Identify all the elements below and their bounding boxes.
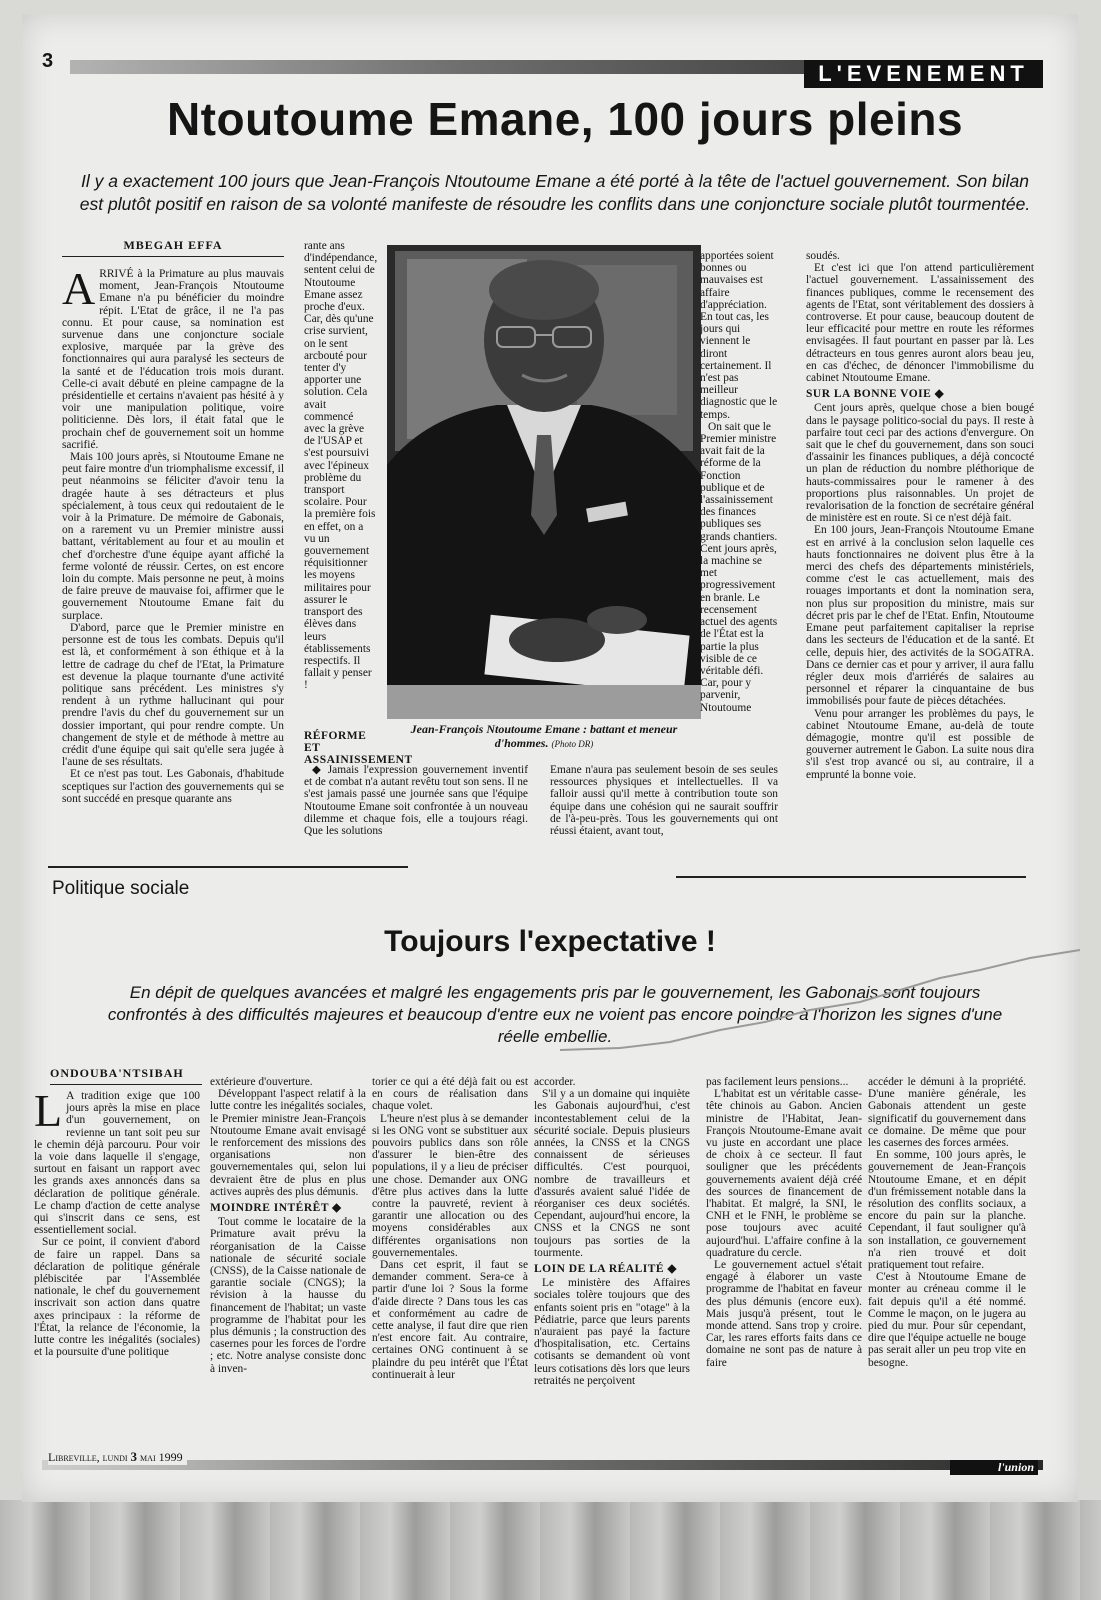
article1-column-3-cont [550, 764, 778, 838]
subheading: MOINDRE INTÉRÊT ◆ [210, 1202, 342, 1215]
article2-deck: En dépit de quelques avancées et malgré les engagements pris par le gouvernement, les Gabonais sont toujours confrontés à des difficultés majeures et beaucoup d'entre eux ne voient pas encore poindre à l'horizon les signes d'une réelle embellie. [107, 983, 1003, 1046]
article2-headline: Toujours l'expectative ! [384, 925, 716, 958]
caption-text: Jean-François Ntoutoume Emane : battant et meneur d'hommes. [410, 722, 678, 750]
paragraph: accéder le démuni à la propriété. D'une manière générale, les Gabonais attendent un geste significatif du gouvernement dans ce domaine. De même que pour les casernes des forces armées. [868, 1076, 1026, 1150]
paragraph [34, 1085, 200, 1237]
byline-rule [62, 256, 284, 257]
paragraph: Sur ce point, il convient d'abord de faire un rappel. Dans sa déclaration de politique générale plébiscitée par l'Assemblée nationale, le chef du gouvernement inscrivait son action dans quatre axes principaux : la réforme de l'État, la relance de l'économie, la lutte contre les inégalités (sociales) et la poursuite d'une politique [34, 1236, 200, 1359]
paragraph: Dans cet esprit, il faut se demander comment. Sera-ce à partir d'une loi ? Sous la forme d'aide directe ? Dans tous les cas et conformément au cadre de cette analyse, il faut dire que rien n'est encore fait. Au contraire, certaines ONG continuent à se plaindre du peu intérêt que l'État continuerait à leur [372, 1259, 528, 1381]
scan-background-strip [0, 1500, 1101, 1600]
paragraph: Venu pour arranger les problèmes du pays, le cabinet Ntoutoume Emane, au-delà de toute démagogie, montre qu'il est possible de gouverner autrement le Gabon. La suite nous dira s'il s'est trop avancé ou si, au contraire, il a emprunté la bonne voie. [806, 707, 1034, 781]
article1-column-3 [700, 250, 778, 762]
paragraph: accorder. [534, 1076, 576, 1088]
subheading: RÉFORME ET ASSAINISSEMENT [304, 730, 413, 767]
paragraph: Et ce n'est pas tout. Les Gabonais, d'habitude sceptiques sur l'action des gouvernements qui se sont succédé en presque quarante ans [62, 768, 284, 805]
paragraph: C'est à Ntoutoume Emane de monter au créneau comme il le fait depuis qu'il a été nommé. Comme le maçon, on le jugera au pied du mur. Pour sûr cependant, dire que l'équipe actuelle ne bouge pas serait aller un peu trop vite en besogne. [868, 1271, 1026, 1369]
portrait-photo [387, 245, 701, 719]
subheading: LOIN DE LA RÉALITÉ ◆ [534, 1263, 677, 1276]
paragraph: ◆ Jamais l'expression gouvernement inventif et de combat n'a autant revêtu tout son sens. Il ne s'est jamais passé une journée sans que l'équipe Ntoutoume Emane soit confrontée à un nouveau dilemme et chaque fois, elle a toujours réagi. Que les solutions [304, 764, 528, 838]
paragraph: pas facilement leurs pensions... [706, 1076, 849, 1088]
paragraph: S'il y a un domaine qui inquiète les Gabonais aujourd'hui, c'est incontestablement celui de la sécurité sociale. Depuis plusieurs années, la CNSS et la CNGS connaissent de sérieuses difficultés. C'est pourquoi, nombre de travailleurs et d'assurés avaient salué l'idée de réorganiser ces deux sociétés. Cependant, aujourd'hui encore, la CNSS et la CNGS ne sont toujours pas sorties de la tourmente. [534, 1088, 690, 1259]
photo-caption [387, 722, 701, 751]
subheading-text: LOIN DE LA RÉALITÉ [534, 1263, 665, 1276]
paragraph: rante ans d'indépendance, sentent celui de Ntoutoume Emane assez proche d'eux. Car, dès qu'une crise survient, on le sent arcbouté pour tenter d'y apporter une solution. Cela avait commencé avec la grève de l'USAP et s'est poursuivi avec l'épineux problème du transport scolaire. Pour la première fois en effet, on a vu un gouvernement réquisitionner les moyens militaires pour assurer le transport des élèves dans leurs établissements respectifs. Il fallait y penser ! [304, 240, 378, 692]
section-divider-right [676, 876, 1026, 878]
footer-city-date: Libreville, lundi [48, 1450, 128, 1464]
article1-headline: Ntoutoume Emane, 100 jours pleins [166, 93, 964, 145]
article2-column-2 [210, 1076, 366, 1436]
page-number: 3 [42, 50, 54, 72]
paragraph: Le gouvernement actuel s'était engagé à élaborer un vaste programme de l'habitat en faveur des plus démunis (encore eux). Mais jusqu'à présent, tout le monde attend. Sans trop y croire. Car, les rares efforts faits dans ce domaine ne sont pas de nature à faire [706, 1259, 862, 1369]
paragraph: Tout comme le locataire de la Primature avait prévu la réorganisation de la Caisse nationale de sécurité sociale (CNSS), de la Caisse nationale de garantie sociale (CNGS); la révision à la hausse du financement de l'habitat; un vaste programme de l'habitat pour les plus démunis ; la construction des casernes pour les forces de l'ordre ; etc. Notre analyse consiste donc à inven- [210, 1216, 366, 1375]
paragraph-text: RRIVÉ à la Primature au plus mauvais moment, Jean-François Ntoutoume Emane n'a pu bénéficier du moindre répit. L'Etat de grâce, il ne l'a pas connu. Et pour cause, sa nomination est survenue dans une conjoncture sociale explosive, marquée par la grève des fonctionnaires qui aura paralysé les secteurs de la santé et de l'éducation trois mois durant. Celle-ci avait débuté en pleine campagne de la présidentielle et certains n'avaient pas hésité à y voir une manipulation politique, voire politicienne. Dès lors, il était fatal que le prochain chef de gouvernement soit un homme sacrifié. [62, 268, 284, 451]
article2-column-6 [868, 1076, 1026, 1436]
footer-date [48, 1449, 187, 1465]
paragraph: En somme, 100 jours après, le gouvernement de Jean-François Ntoutoume Emane, et en dépit d'un frémissement notable dans la résolution des conflits sociaux, a encore du pain sur la planche. Cependant, il faut souligner qu'à son installation, ce gouvernement n'a rien trouvé et doit pratiquement tout refaire. [868, 1149, 1026, 1272]
paragraph: On sait que le Premier ministre avait fait de la réforme de la Fonction publique et de l'assainissement des finances publiques ses grands chantiers. Cent jours après, la machine se met progressivement en branle. Le recensement actuel des agents de l'État est la partie la plus visible de ce véritable défi. Car, pour y parvenir, Ntoutoume [700, 420, 778, 714]
article1-deck: Il y a exactement 100 jours que Jean-François Ntoutoume Emane a été porté à la tête de l'actuel gouvernement. Son bilan est plutôt positif en raison de sa volonté manifeste de résoudre les conflits dans une conjoncture sociale plutôt tourmentée. [79, 171, 1031, 214]
paragraph: L'habitat est un véritable casse-tête chinois au Gabon. Ancien ministre de l'Habitat, Jean-François Ntoutoume-Emane avait vu juste en accordant une place de choix à ce secteur. Il faut souligner que les précédents gouvernements avaient déjà créé des sources de financement de l'habitat. Et malgré, la SNI, le CNH et le FNH, le problème se pose toujours avec acuité aujourd'hui. L'affaire confine à la quadrature du cercle. [706, 1088, 862, 1259]
article1-byline: MBEGAH EFFA [123, 238, 223, 252]
byline-rule [50, 1084, 202, 1085]
article1-subhead-block [304, 726, 413, 767]
subheading-text: MOINDRE INTÉRÊT [210, 1202, 329, 1215]
article2-byline-block [50, 1066, 202, 1085]
portrait-illustration [387, 245, 701, 719]
paragraph [62, 263, 284, 451]
article1-column-1 [62, 263, 284, 838]
article2-section-label: Politique sociale [52, 878, 190, 899]
paragraph: Et c'est ici que l'on attend particulièrement l'actuel gouvernement. L'assainissement des finances publiques, comme le recensement des agents de l'Etat, sont véritablement des dossiers à controverse. Et pour cause, beaucoup doutent de leur efficacité pour mettre en route les réformes envisagées. Il faut pourtant en passer par là. Les détracteurs en tous genres auront alors beau jeu, en cas d'échec, de dénoncer l'immobilisme du cabinet Ntoutoume Emane. [806, 262, 1034, 385]
paragraph: torier ce qui a été déjà fait ou est en cours de réalisation dans chaque volet. [372, 1076, 528, 1113]
paragraph: Emane n'aura pas seulement besoin de ses seules ressources physiques et intellectuelles. Il va falloir aussi qu'il mette à contribution toute son équipe dans une cohésion qui ne saurait souffrir de l'à-peu-près. Tous les gouvernements qui ont réussi étaient, avant tout, [550, 764, 778, 838]
subheading-text: SUR LA BONNE VOIE [806, 388, 932, 401]
footer-month-year: mai 1999 [140, 1450, 183, 1464]
paragraph: Mais 100 jours après, si Ntoutoume Emane ne peut faire montre d'un triomphalisme excessif, il peut néanmoins se féliciter d'avoir tenu la dragée haute à ses détracteurs et plus spécialement, à tous ceux qui redoutaient de le voir à la Primature. De mémoire de Gabonais, on a rarement vu un Premier ministre aussi battant, véritablement au four et au moulin et chef d'orchestre d'une équipe ayant affiché la ferme volonté de réussir. Certes, on est encore loin du compte. Mais personne ne peut, à moins de faire preuve de mauvaise foi, affirmer que le gouvernement Ntoutoume Emane fait du surplace. [62, 451, 284, 622]
paragraph-text: A tradition exige que 100 jours après la mise en place d'un gouvernement, on revienne un tant soit peu sur le chemin déjà parcouru. Pour voir la voie dans laquelle il s'engage, surtout en faisant un rapport avec les grands axes annoncés dans sa déclaration de politique générale. Le champ d'action de cette analyse qui s'inscrit dans ce sens, est essentiellement social. [34, 1090, 200, 1237]
drop-cap: L [34, 1085, 63, 1136]
paragraph: apportées soient bonnes ou mauvaises est affaire d'appréciation. En tout cas, les jours qui viennent le diront certainement. Il n'est pas meilleur diagnostic que le temps. [700, 250, 778, 421]
section-divider-left [48, 866, 408, 868]
article1-column-4 [806, 250, 1034, 846]
article2-column-5 [706, 1076, 862, 1436]
article1-byline-block [62, 238, 284, 257]
paragraph: extérieure d'ouverture. [210, 1076, 313, 1088]
photo-credit: (Photo DR) [551, 739, 594, 749]
section-tag: L'EVENEMENT [804, 60, 1043, 88]
paragraph: Développant l'aspect relatif à la lutte contre les inégalités sociales, le Premier ministre Jean-François Ntoutoume Emane avait envisagé le renforcement des missions des organisations non gouvernementales qui, selon lui devraient être de plus en plus actives auprès des plus démunis. [210, 1088, 366, 1198]
article1-column-2-cont [304, 764, 528, 838]
paper-tear-crease [560, 930, 1080, 1070]
article2-column-3 [372, 1076, 528, 1436]
article2-column-1 [34, 1085, 200, 1436]
paragraph: En 100 jours, Jean-François Ntoutoume Emane est en arrivé à la conclusion selon laquelle ces hauts fonctionnaires ne doivent plus être à la merci des chefs des départements ministériels, comme c'est le cas actuellement, mais des rouages importants et dont la nomination sera, non plus sur proposition du ministre, mais sur décret pris par le chef de l'Etat. Enfin, Ntoutoume Emane peut parfaitement capitaliser la reprise dans les secteurs de l'éducation et de la santé. Et celle, depuis hier, des activités de la SOGATRA. Dans ce dernier cas et pour y arriver, il aura fallu régler deux mois d'arriérés de salaires au personnel et réparer la cinquantaine de bus immobilisés pour faute de pièces détachées. [806, 524, 1034, 708]
footer-bar [42, 1460, 1043, 1470]
footer-day: 3 [130, 1449, 138, 1464]
paragraph: L'heure n'est plus à se demander si les ONG vont se substituer aux pouvoirs publics dans son rôle d'assurer le bien-être des populations, il y a lieu de préciser une chose. Demander aux ONG d'être plus actives dans la lutte contre la pauvreté, revient à garantir une allocation ou des moyens considérables aux différentes organisations non gouvernementales. [372, 1112, 528, 1259]
paragraph: soudés. [806, 250, 840, 262]
paragraph: D'abord, parce que le Premier ministre en personne est de tous les combats. Depuis qu'il est là, et conformément à son éthique et à la lettre de cadrage du chef de l'Etat, la Primature est devenue la plaque tournante d'une activité politique sans précédent. Les ministres s'y rendent à un rythme hallucinant qui pour prendre l'avis du chef du gouvernement sur un dossier important, qui pour rendre compte. Un changement de style et de méthode à mettre au crédit d'une équipe qui sait qu'elle sera jugée à l'aune de ses résultats. [62, 621, 284, 769]
drop-cap: A [62, 263, 96, 314]
article2-column-4 [534, 1076, 690, 1436]
paragraph-text: Jamais l'expression gouvernement inventif et de combat n'a autant revêtu tout son sens. Il ne s'est jamais passé une journée sans que l'équipe Ntoutoume Emane soit confrontée à un nouveau dilemme et chaque fois, elle a toujours réagi. Que les solutions [304, 764, 528, 838]
article1-column-2 [304, 240, 376, 726]
paragraph: Le ministère des Affaires sociales tolère toujours que des enfants soient pris en "otage" à la Pédiatrie, parce que leurs parents n'auraient pas payé la facture d'hospitalisation, etc. Certains cotisants se demandent où vont leurs cotisations dès lors que leurs retraités ne perçoivent [534, 1277, 690, 1387]
newspaper-brand: l'union [950, 1460, 1038, 1475]
subheading: SUR LA BONNE VOIE ◆ [806, 388, 945, 401]
article2-byline: ONDOUBA'NTSIBAH [50, 1066, 184, 1080]
paragraph: Cent jours après, quelque chose a bien bougé dans le paysage politico-social du pays. Il reste à parfaire tout ceci par des actions d'envergure. On sait que le chef du gouvernement, dans son souci d'assainir les finances publiques, a déjà concocté un plan de réduction du nombre pléthorique de hauts-commissaires pour le ramener à des proportions plus raisonnables. Un projet de revalorisation de la fonction de secrétaire général de ministère est en route. Si ce n'est déjà fait. [806, 402, 1034, 525]
